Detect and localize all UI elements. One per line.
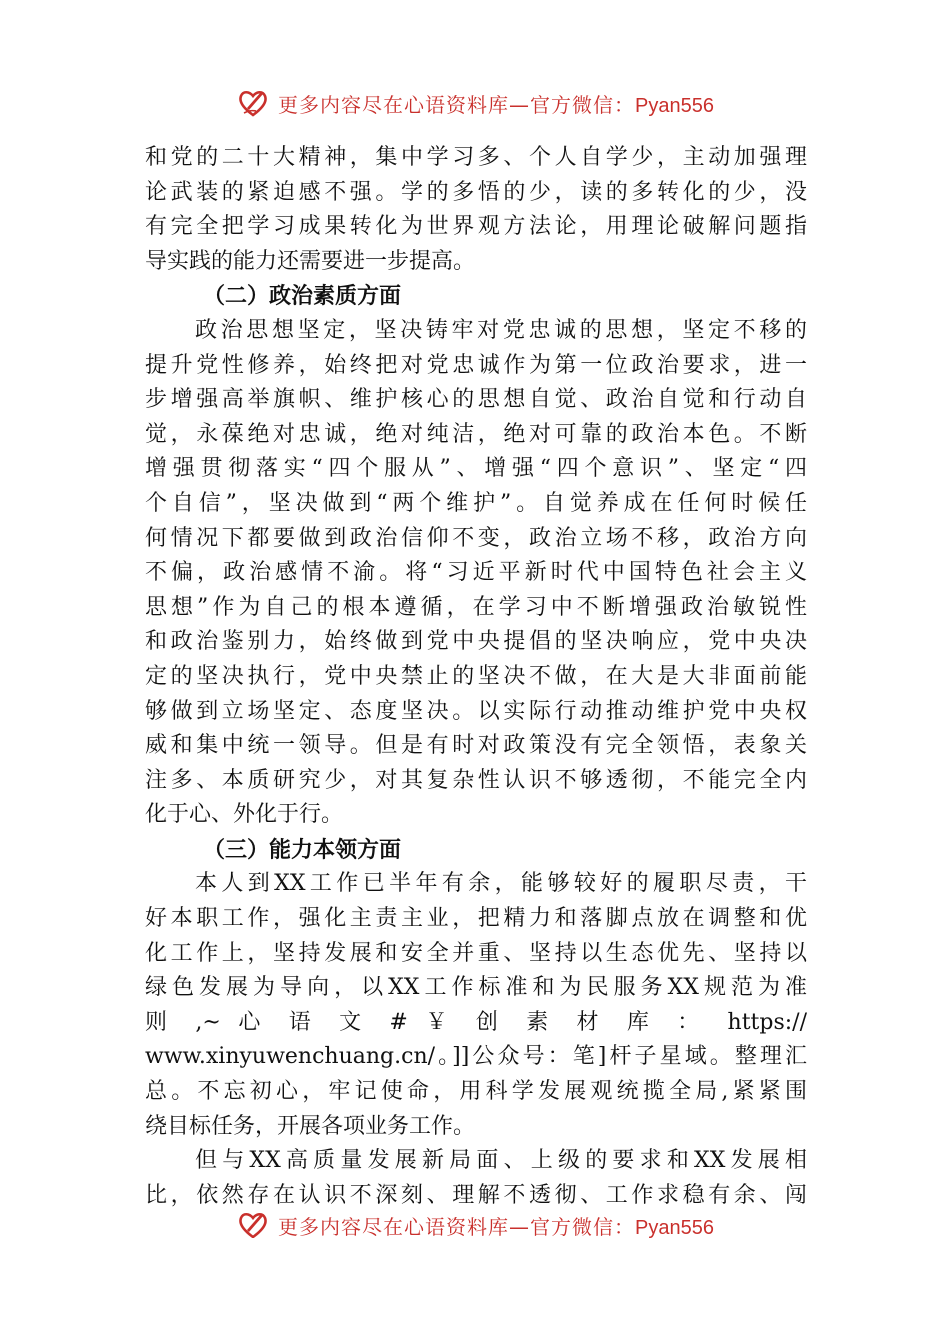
- text-line: 何情况下都要做到政治信仰不变，政治立场不移，政治方向: [145, 525, 807, 551]
- text-line: 本人到XX工作已半年有余，能够较好的履职尽责，干: [195, 871, 807, 897]
- text-line: 增强贯彻落实“四个服从”、增强“四个意识”、坚定“四: [145, 456, 807, 482]
- text-line: 好本职工作，强化主责主业，把精力和落脚点放在调整和优: [145, 906, 807, 932]
- watermark-text: 更多内容尽在心语资料库—官方微信：Pyan556: [278, 92, 714, 117]
- text-line: 提升党性修养，始终把对党忠诚作为第一位政治要求，进一: [145, 352, 807, 378]
- section-heading: （二）政治素质方面: [203, 283, 402, 310]
- section-heading: （三）能力本领方面: [203, 836, 402, 863]
- text-line: 但与XX高质量发展新局面、上级的要求和XX发展相: [195, 1148, 807, 1174]
- text-line: 化工作上，坚持发展和安全并重、坚持以生态优先、坚持以: [145, 940, 807, 966]
- watermark-text: 更多内容尽在心语资料库—官方微信：Pyan556: [278, 1214, 714, 1238]
- heart-pen-logo-icon: [236, 86, 270, 120]
- text-line: 定的坚决执行，党中央禁止的坚决不做，在大是大非面前能: [145, 663, 807, 689]
- text-line: 政治思想坚定，坚决铸牢对党忠诚的思想，坚定不移的: [195, 317, 807, 343]
- text-line: 够做到立场坚定、态度坚决。以实际行动推动维护党中央权: [145, 698, 807, 724]
- text-line: 注多、本质研究少，对其复杂性认识不够透彻，不能完全内: [145, 767, 807, 793]
- text-line: 绿色发展为导向，以XX工作标准和为民服务XX规范为准: [145, 975, 807, 1001]
- text-line: 不偏，政治感情不渝。将“习近平新时代中国特色社会主义: [145, 560, 807, 586]
- text-line: 和党的二十大精神，集中学习多、个人自学少，主动加强理: [145, 145, 807, 170]
- heart-pen-logo-icon: [236, 1208, 270, 1238]
- text-line: 思想”作为自己的根本遵循，在学习中不断增强政治敏锐性: [145, 594, 807, 620]
- text-line: 觉，永葆绝对忠诚，绝对纯洁，绝对可靠的政治本色。不断: [145, 421, 807, 447]
- text-line: 有完全把学习成果转化为世界观方法论，用理论破解问题指: [145, 214, 807, 240]
- text-line: 化于心、外化于行。: [145, 802, 344, 828]
- text-line: 则 ,~ 心 语 文 # ￥ 创 素 材 库 ： https://: [145, 1009, 807, 1035]
- header-watermark: [0, 83, 950, 123]
- text-line: 论武装的紧迫感不强。学的多悟的少，读的多转化的少，没: [145, 179, 807, 205]
- document-body: [145, 141, 807, 1213]
- footer-watermark: [0, 1204, 950, 1238]
- text-line: 总。不忘初心，牢记使命，用科学发展观统揽全局,紧紧围: [145, 1079, 807, 1105]
- text-line: 比，依然存在认识不深刻、理解不透彻、工作求稳有余、闯: [145, 1182, 807, 1208]
- text-line: 和政治鉴别力，始终做到党中央提倡的坚决响应，党中央决: [145, 629, 807, 655]
- text-line: www.xinyuwenchuang.cn/。]]公众号：笔]杆子星域。整理汇: [145, 1044, 807, 1070]
- text-line: 威和集中统一领导。但是有时对政策没有完全领悟，表象关: [145, 733, 807, 759]
- text-line: 绕目标任务，开展各项业务工作。: [145, 1113, 476, 1139]
- text-line: 导实践的能力还需要进一步提高。: [145, 248, 476, 274]
- text-line: 个自信”，坚决做到“两个维护”。自觉养成在任何时候任: [145, 490, 807, 516]
- text-line: 步增强高举旗帜、维护核心的思想自觉、政治自觉和行动自: [145, 387, 807, 413]
